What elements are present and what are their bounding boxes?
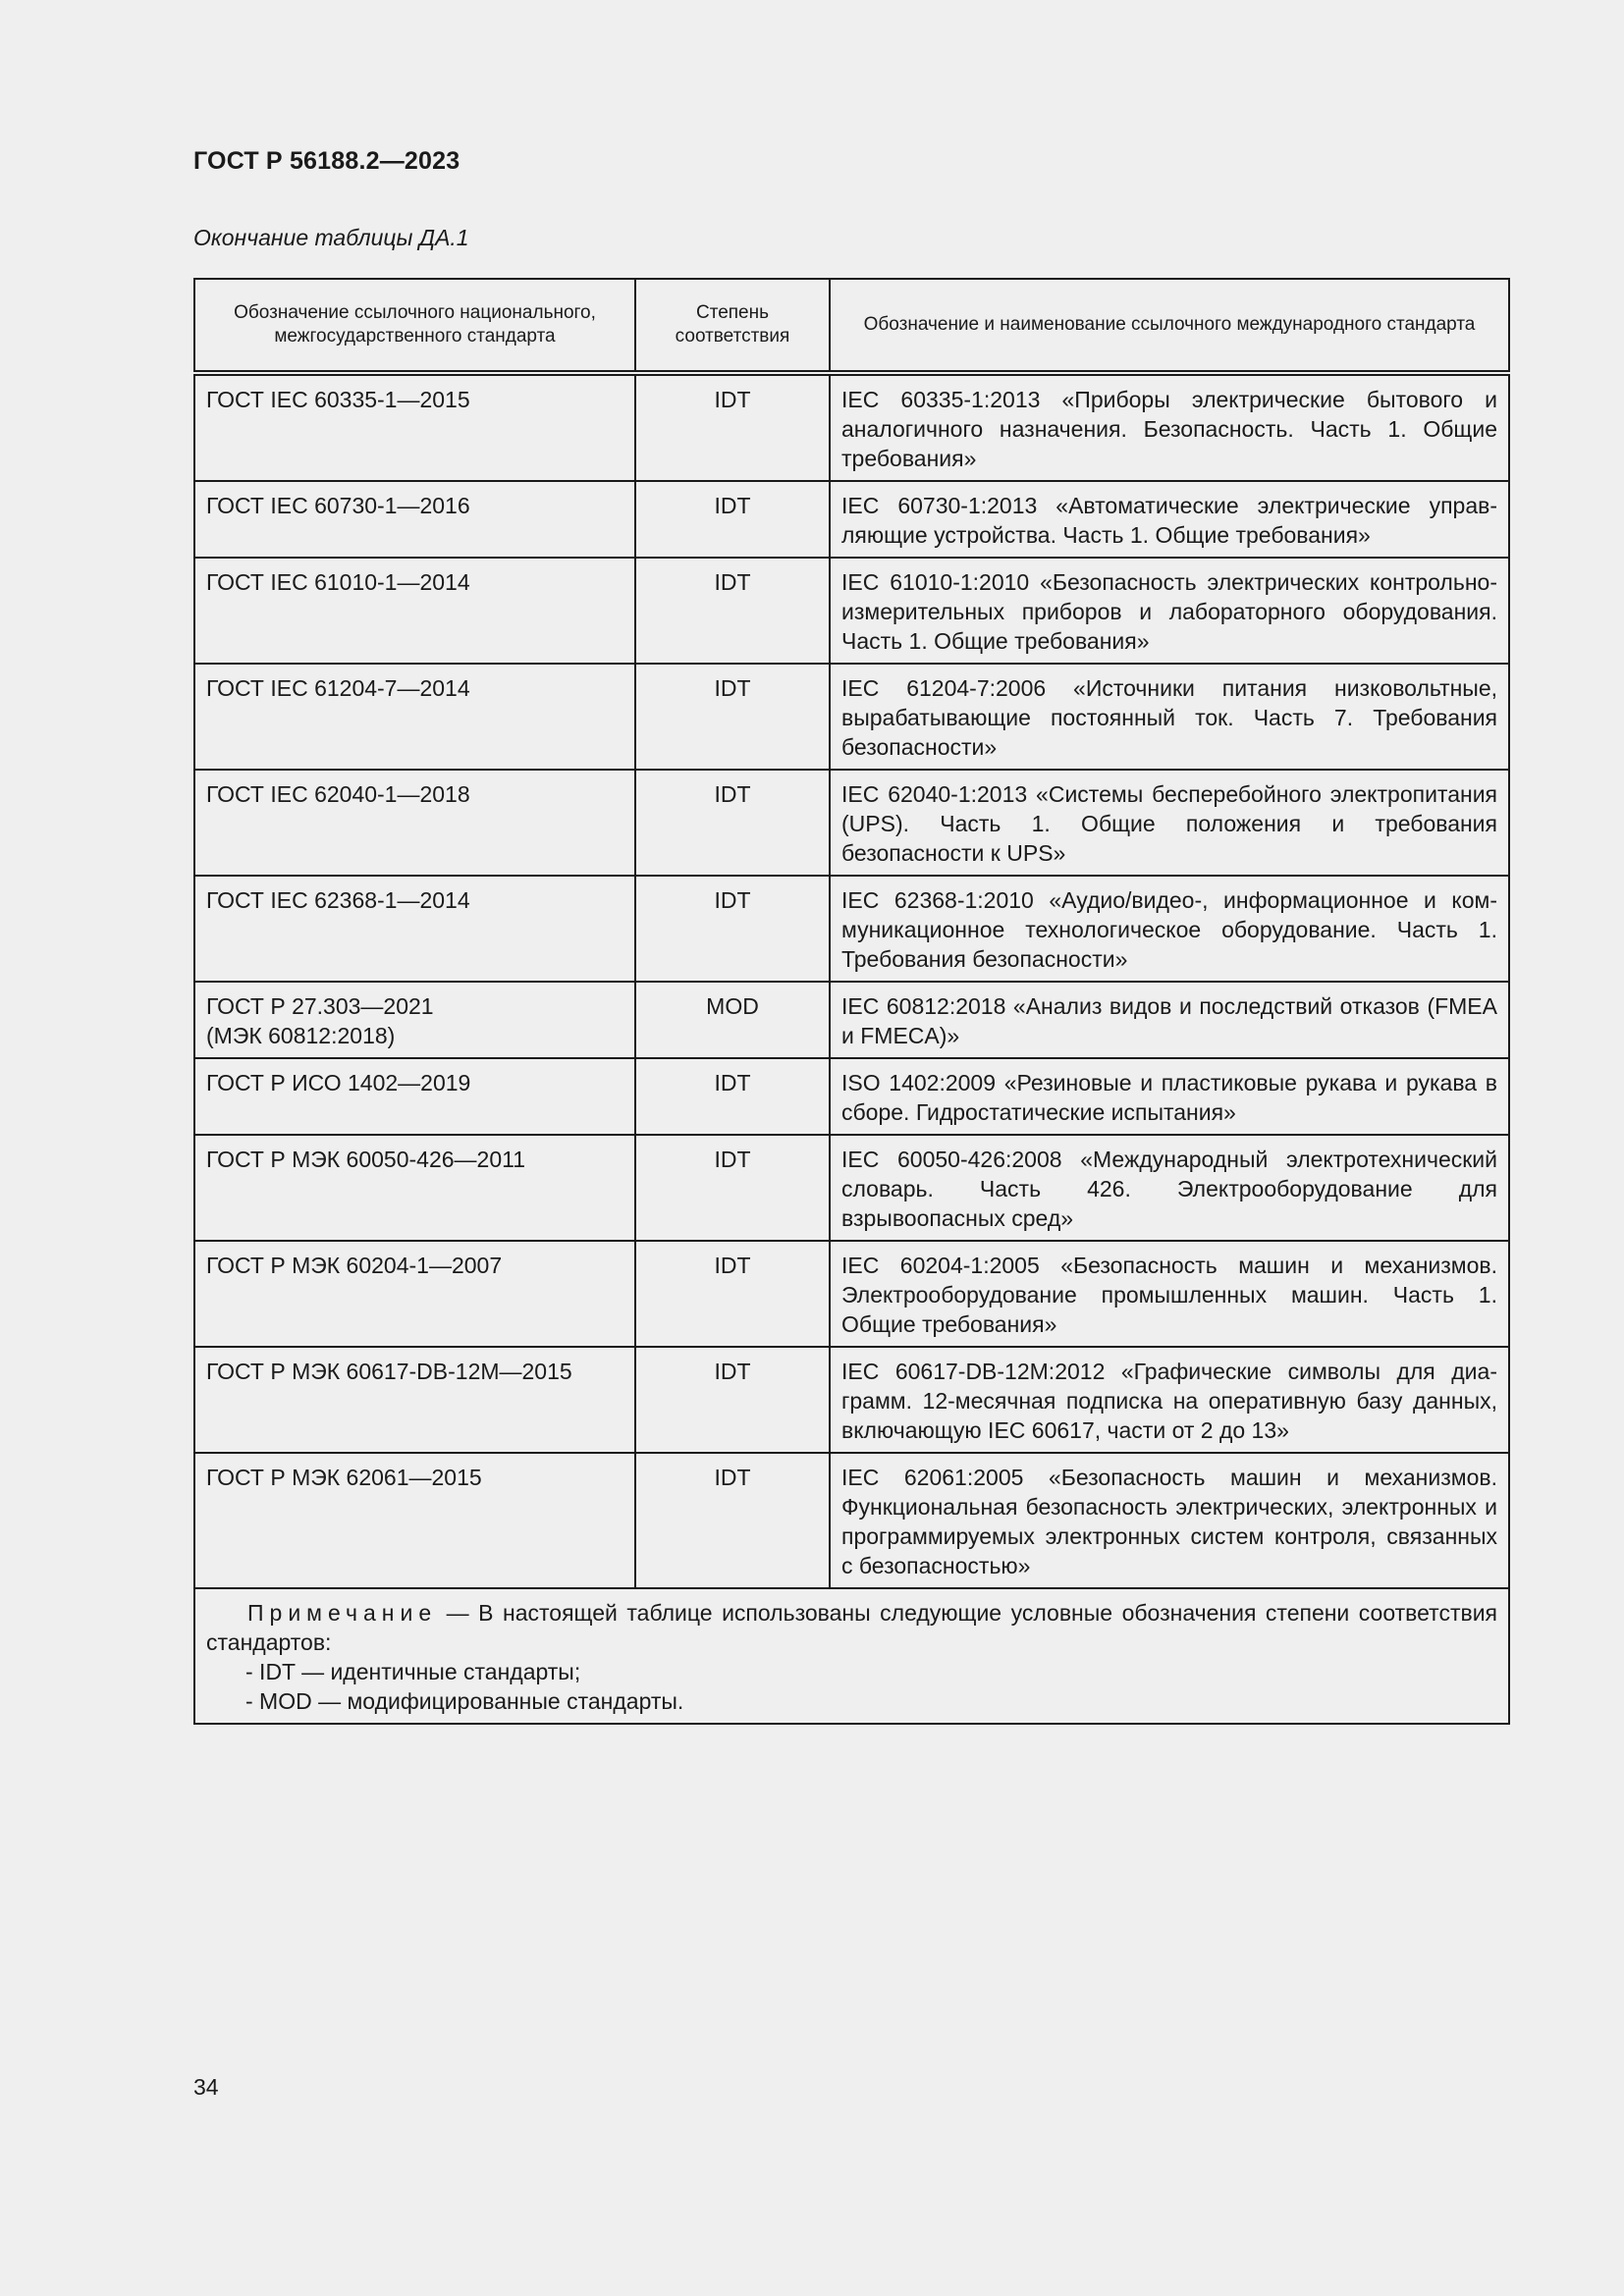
document-code: ГОСТ Р 56188.2—2023 <box>193 147 460 175</box>
table-row <box>194 1135 1509 1241</box>
international-standard-cell: IEC 60204-1:2005 «Безопасность машин и механизмов. Электрооборудование промышленных машин. Часть 1. Общие требования» <box>830 1241 1509 1347</box>
table-row <box>194 982 1509 1058</box>
table-row <box>194 876 1509 982</box>
international-standard-cell: ISO 1402:2009 «Резиновые и пластиковые рукава и рукава в сборе. Гидростатические испытания» <box>830 1058 1509 1135</box>
national-standard-cell: ГОСТ IEC 61010-1—2014 <box>194 558 635 664</box>
table-row <box>194 1347 1509 1453</box>
column-header-degree: Степень соответствия <box>635 279 830 373</box>
note-row <box>194 1588 1509 1724</box>
degree-cell: MOD <box>635 982 830 1058</box>
table-header-row <box>194 279 1509 373</box>
note-item: - IDT — идентичные стандарты; <box>245 1659 581 1684</box>
degree-cell: IDT <box>635 373 830 481</box>
degree-cell: IDT <box>635 664 830 770</box>
table-caption: Окончание таблицы ДА.1 <box>193 225 469 250</box>
table-row <box>194 1058 1509 1135</box>
national-standard-cell: ГОСТ Р МЭК 62061—2015 <box>194 1453 635 1588</box>
degree-cell: IDT <box>635 1135 830 1241</box>
degree-cell: IDT <box>635 1058 830 1135</box>
national-standard-cell: ГОСТ Р ИСО 1402—2019 <box>194 1058 635 1135</box>
table-row <box>194 481 1509 558</box>
note-text: — В настоящей таблице использованы следующие условные обозначения степени соответствия стандартов: <box>206 1600 1497 1655</box>
note-heading: Примечание <box>247 1600 438 1626</box>
table-row <box>194 1241 1509 1347</box>
degree-cell: IDT <box>635 876 830 982</box>
international-standard-cell: IEC 62368-1:2010 «Аудио/видео-, информационное и коммуникационное технологическое оборудование. Часть 1. Требования безопасности» <box>830 876 1509 982</box>
national-standard-cell: ГОСТ IEC 61204-7—2014 <box>194 664 635 770</box>
table-note <box>194 1588 1509 1724</box>
international-standard-cell: IEC 60335-1:2013 «Приборы электрические бытового и аналогичного назначения. Безопасность. Часть 1. Общие требования» <box>830 373 1509 481</box>
international-standard-cell: IEC 62061:2005 «Безопасность машин и механизмов. Функциональная безопасность электрических, электронных и программируемых электронных систем контроля, связанных с безопасностью» <box>830 1453 1509 1588</box>
international-standard-cell: IEC 60050-426:2008 «Международный электротехнический словарь. Часть 426. Электрооборудование для взрывоопасных сред» <box>830 1135 1509 1241</box>
degree-cell: IDT <box>635 1241 830 1347</box>
national-standard-cell: ГОСТ Р 27.303—2021 (МЭК 60812:2018) <box>194 982 635 1058</box>
international-standard-cell: IEC 60730-1:2013 «Автоматические электрические управляющие устройства. Часть 1. Общие требования» <box>830 481 1509 558</box>
international-standard-cell: IEC 61010-1:2010 «Безопасность электрических контрольно-измерительных приборов и лабораторного оборудования. Часть 1. Общие требования» <box>830 558 1509 664</box>
national-standard-cell: ГОСТ Р МЭК 60204-1—2007 <box>194 1241 635 1347</box>
degree-cell: IDT <box>635 558 830 664</box>
column-header-international-standard: Обозначение и наименование ссылочного международного стандарта <box>830 279 1509 373</box>
page-number: 34 <box>193 2074 219 2100</box>
degree-cell: IDT <box>635 481 830 558</box>
national-standard-cell: ГОСТ Р МЭК 60617-DB-12M—2015 <box>194 1347 635 1453</box>
international-standard-cell: IEC 60812:2018 «Анализ видов и последствий отказов (FMEA и FMECA)» <box>830 982 1509 1058</box>
column-header-national-standard: Обозначение ссылочного национального, межгосударственного стандарта <box>194 279 635 373</box>
table-row <box>194 770 1509 876</box>
national-standard-cell: ГОСТ Р МЭК 60050-426—2011 <box>194 1135 635 1241</box>
international-standard-cell: IEC 62040-1:2013 «Системы бесперебойного электропитания (UPS). Часть 1. Общие положения и требования безопасности к UPS» <box>830 770 1509 876</box>
national-standard-cell: ГОСТ IEC 62368-1—2014 <box>194 876 635 982</box>
reference-standards-table <box>193 278 1510 1725</box>
degree-cell: IDT <box>635 1347 830 1453</box>
national-standard-cell: ГОСТ IEC 62040-1—2018 <box>194 770 635 876</box>
national-standard-cell: ГОСТ IEC 60730-1—2016 <box>194 481 635 558</box>
degree-cell: IDT <box>635 770 830 876</box>
international-standard-cell: IEC 60617-DB-12M:2012 «Графические символы для диаграмм. 12-месячная подписка на оперативную базу данных, включающую IEC 60617, части от 2 до 13» <box>830 1347 1509 1453</box>
national-standard-cell: ГОСТ IEC 60335-1—2015 <box>194 373 635 481</box>
international-standard-cell: IEC 61204-7:2006 «Источники питания низковольтные, вырабатывающие постоянный ток. Часть 7. Требования безопасности» <box>830 664 1509 770</box>
note-item: - MOD — модифицированные стандарты. <box>245 1688 684 1714</box>
table-row <box>194 664 1509 770</box>
table-row <box>194 558 1509 664</box>
table-row <box>194 373 1509 481</box>
degree-cell: IDT <box>635 1453 830 1588</box>
table-row <box>194 1453 1509 1588</box>
